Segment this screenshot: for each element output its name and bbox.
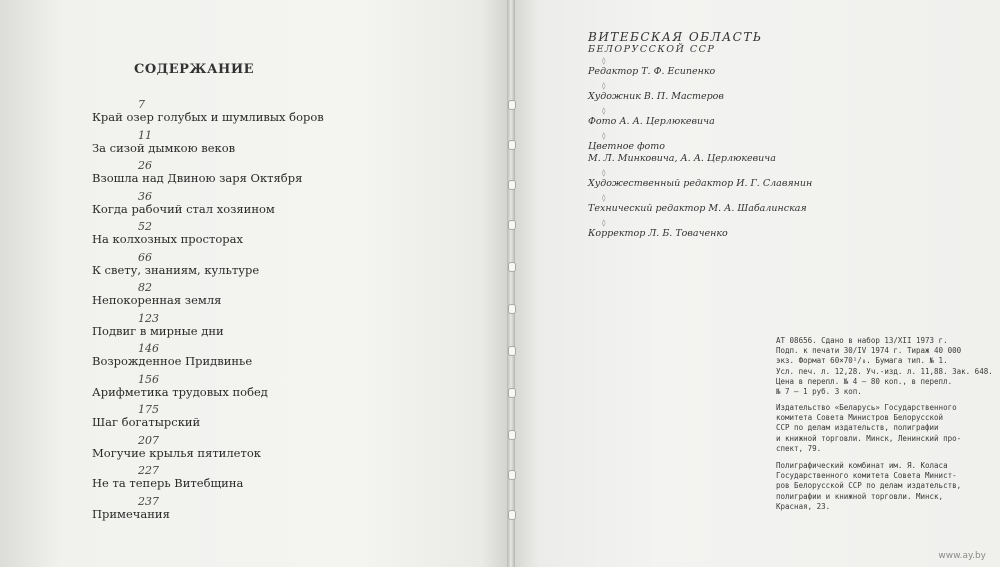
toc-entry [92, 249, 492, 280]
toc-entry [92, 310, 492, 341]
imprint-line: ров Белорусской ССР по делам издательств, [776, 481, 962, 491]
toc-entry [92, 188, 492, 219]
toc-entry [92, 340, 492, 371]
credit-entry [588, 116, 978, 131]
toc-page-number: 156 [138, 372, 159, 386]
imprint-line: Полиграфический комбинат им. Я. Коласа [776, 461, 948, 470]
credit-line: Фото А. А. Церлюкевича [588, 116, 715, 127]
toc-entry [92, 432, 492, 463]
imprint-line: ССР по делам издательств, полиграфии [776, 423, 939, 433]
toc-page-number: 7 [138, 98, 145, 111]
separator-diamond: ◊ [602, 107, 606, 115]
credit-entry [588, 228, 978, 243]
imprint-line: комитета Совета Министров Белорусской [776, 413, 944, 423]
toc-page-number: 175 [138, 403, 159, 416]
credit-line: Редактор Т. Ф. Есипенко [588, 66, 716, 77]
imprint-line: полиграфии и книжной торговли. Минск, [776, 491, 944, 501]
binding-stitch [508, 100, 516, 110]
separator-diamond: ◊ [602, 82, 606, 90]
toc-chapter-title: К свету, знаниям, культуре [92, 262, 260, 277]
toc-list [92, 96, 492, 523]
credits-list [588, 56, 978, 243]
toc-page-number: 227 [138, 464, 159, 477]
toc-page-number: 237 [138, 494, 159, 508]
credit-entry [588, 178, 978, 193]
credit-line: Цветное фото [588, 141, 665, 152]
toc-page-number: 123 [138, 311, 159, 325]
toc-entry [92, 493, 492, 524]
imprint-line: Усл. печ. л. 12,28. Уч.-изд. л. 11,88. Зак. 648. [776, 366, 993, 376]
toc-chapter-title: За сизой дымкою веков [92, 140, 236, 155]
credit-entry [588, 91, 978, 106]
toc-page-number: 146 [138, 342, 159, 355]
binding-stitch [508, 430, 516, 440]
imprint-line: Издательство «Беларусь» Государственного [776, 403, 957, 412]
imprint-line: № 7 — 1 руб. 3 коп. [776, 387, 862, 397]
imprint-line: АТ 08656. Сдано в набор 13/XII 1973 г. [776, 336, 948, 345]
imprint-publisher [776, 403, 981, 454]
toc-page-number: 36 [138, 189, 152, 203]
binding-stitch [508, 220, 516, 230]
toc-entry [92, 157, 492, 188]
imprint-line: экз. Формат 60×70¹/₈. Бумага тип. № 1. [776, 356, 948, 366]
toc-page-number: 66 [138, 250, 152, 264]
toc-entry [92, 371, 492, 402]
right-page [510, 0, 1000, 567]
imprint-line: Государственного комитета Совета Минист- [776, 471, 957, 481]
series-title: ВИТЕБСКАЯ ОБЛАСТЬ [588, 30, 763, 44]
toc-chapter-title: Край озер голубых и шумливых боров [92, 110, 324, 124]
watermark: www.ay.by [938, 551, 986, 561]
toc-page-number: 52 [138, 220, 152, 233]
toc-chapter-title: Примечания [92, 506, 170, 521]
separator-diamond: ◊ [602, 194, 606, 202]
toc-chapter-title: Взошла над Двиною заря Октября [92, 171, 303, 185]
credit-entry [588, 66, 978, 81]
binding-stitch [508, 510, 516, 520]
binding-stitch [508, 140, 516, 150]
toc-chapter-title: Возрожденное Придвинье [92, 354, 253, 368]
toc-chapter-title: Шаг богатырский [92, 415, 201, 429]
separator-diamond: ◊ [602, 219, 606, 227]
imprint-printer [776, 461, 981, 512]
toc-chapter-title: На колхозных просторах [92, 232, 243, 246]
imprint-line: спект, 79. [776, 443, 822, 453]
separator-diamond: ◊ [602, 57, 606, 65]
imprint-print-details [776, 336, 993, 397]
imprint-line: Подп. к печати 30/IV 1974 г. Тираж 40 000 [776, 346, 962, 356]
credit-line: Художник В. П. Мастеров [588, 91, 724, 102]
toc-entry [92, 218, 492, 249]
credit-line: Технический редактор М. А. Шабалинская [588, 203, 807, 214]
toc-chapter-title: Арифметика трудовых побед [92, 384, 268, 399]
toc-chapter-title: Когда рабочий стал хозяином [92, 201, 275, 216]
toc-page-number: 11 [138, 128, 152, 142]
toc-chapter-title: Подвиг в мирные дни [92, 323, 224, 338]
binding-stitch [508, 180, 516, 190]
toc-entry [92, 462, 492, 493]
toc-entry [92, 127, 492, 158]
credit-line: Художественный редактор И. Г. Славянин [588, 178, 813, 189]
colophon [588, 30, 978, 243]
binding-stitch [508, 346, 516, 356]
toc-page-number: 82 [138, 281, 152, 294]
toc-chapter-title: Могучие крылья пятилеток [92, 445, 261, 460]
credit-entry [588, 141, 978, 168]
credit-line: Корректор Л. Б. Товаченко [588, 228, 728, 239]
imprint-line: и книжной торговли. Минск, Ленинский про- [776, 433, 962, 443]
toc-chapter-title: Не та теперь Витебщина [92, 476, 244, 490]
book-spine [507, 0, 515, 567]
imprint-line: Цена в перепл. № 4 — 80 коп., в перепл. [776, 376, 953, 386]
toc-entry [92, 96, 492, 127]
series-subtitle: БЕЛОРУССКОЙ ССР [588, 44, 716, 55]
toc-page-number: 207 [138, 433, 159, 447]
credit-entry [588, 203, 978, 218]
toc-title: СОДЕРЖАНИЕ [134, 62, 255, 77]
separator-diamond: ◊ [602, 169, 606, 177]
credit-line: М. Л. Минковича, А. А. Церлюкевича [588, 153, 776, 164]
imprint-line: Красная, 23. [776, 501, 831, 511]
toc-chapter-title: Непокоренная земля [92, 293, 222, 307]
toc-page-number: 26 [138, 159, 152, 172]
binding-stitch [508, 304, 516, 314]
binding-stitch [508, 262, 516, 272]
toc-entry [92, 401, 492, 432]
binding-stitch [508, 388, 516, 398]
toc-entry [92, 279, 492, 310]
binding-stitch [508, 470, 516, 480]
separator-diamond: ◊ [602, 132, 606, 140]
